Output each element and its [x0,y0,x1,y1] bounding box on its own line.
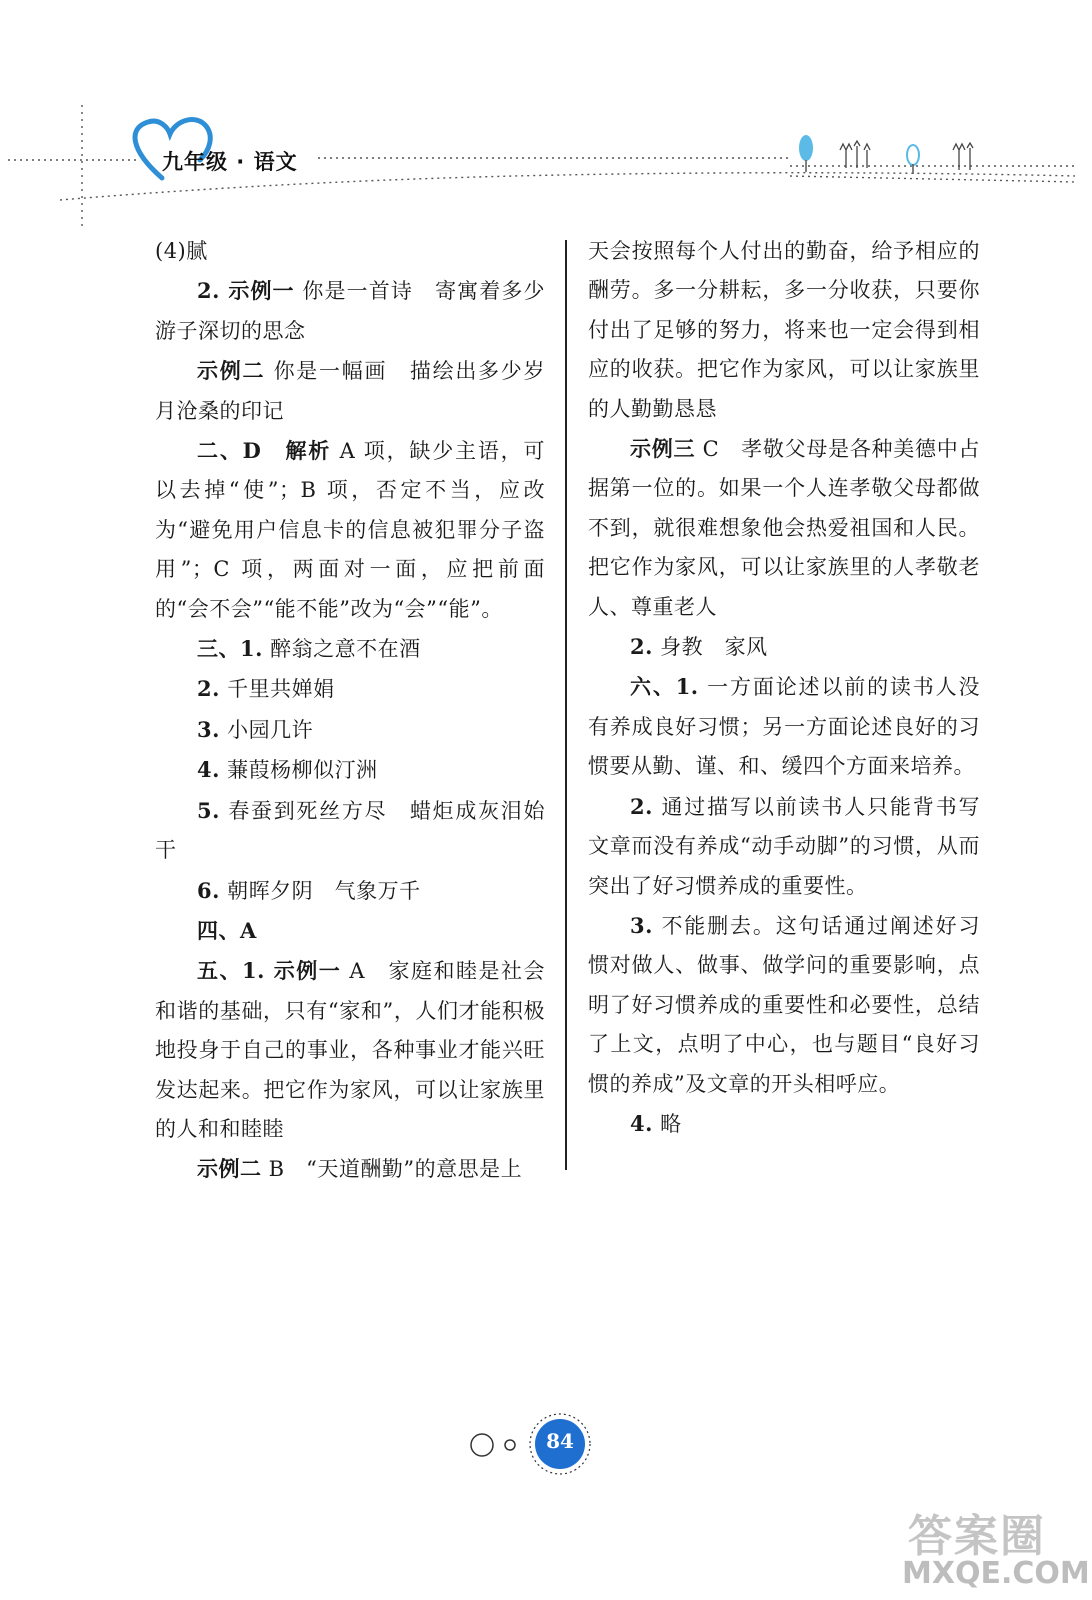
answer-label: 五、1. 示例一 [197,958,342,984]
answer-label: 2. 示例一 [197,278,295,304]
page-footer [460,1405,610,1485]
answer-label: 示例二 [197,1156,262,1182]
answer-text: 蒹葭杨柳似汀洲 [219,758,378,783]
answer-paragraph [588,667,980,786]
answer-label: 2. [630,634,653,660]
header-decoration [0,0,1092,230]
answer-text: 醉翁之意不在酒 [262,637,421,662]
answer-paragraph [155,750,545,790]
tree-icon [799,135,919,174]
watermark-url: MXQE.COM [902,1556,1090,1591]
answer-label: 六、1. [630,674,699,700]
answer-text: 小园几许 [219,717,314,742]
answer-paragraph [155,710,545,750]
answer-text: 你是一首诗 寄寓着多少游子深切的思念 [155,279,545,343]
answer-paragraph [155,351,545,431]
answer-paragraph [155,791,545,871]
answer-text: 朝晖夕阴 气象万千 [219,878,421,903]
answer-text: B “天道酬勤”的意思是上 [261,1157,523,1182]
answer-paragraph [155,271,545,351]
answer-text: (4)腻 [155,239,208,263]
answer-paragraph [588,906,980,1104]
answer-paragraph [155,871,545,911]
right-column [588,232,980,1144]
answer-paragraph [588,627,980,667]
page-badge [460,1405,610,1485]
column-divider [565,240,567,1170]
page-number: 84 [546,1429,574,1453]
watermark-mark: 答案圈 [908,1511,1046,1562]
answer-text: 略 [652,1111,682,1136]
answer-label: 2. [197,676,220,702]
answer-text: 不能删去。这句话通过阐述好习惯对做人、做事、做学问的重要影响，点明了好习惯养成的重要性和必要性，总结了上文，点明了中心，也与题目“良好习惯的养成”及文章的开头相呼应。 [588,913,980,1096]
answer-paragraph [588,232,980,429]
answer-label: 3. [630,912,653,938]
answer-paragraph [588,429,980,627]
left-column [155,232,545,1190]
answer-text: 千里共婵娟 [219,677,335,702]
answer-text: A 项，缺少主语，可以去掉“使”；B 项，否定不当，应改为“避免用户信息卡的信息被犯罪分子盗用”；C 项，两面对一面，应把前面的“会不会”“能不能”改为“会”“能”。 [155,439,545,621]
answer-label: 5. [197,797,220,823]
answer-text: A 家庭和睦是社会和谐的基础，只有“家和”，人们才能积极地投身于自己的事业，各种事业才能兴旺发达起来。把它作为家风，可以让家族里的人和和睦睦 [155,959,545,1141]
page-title: 九年级 · 语文 [162,150,298,174]
answer-text: 身教 家风 [652,635,768,660]
answer-paragraph [155,431,545,629]
answer-paragraph [155,232,545,271]
answer-label: 4. [630,1110,653,1136]
answer-paragraph [588,1104,980,1144]
answer-text: 你是一幅画 描绘出多少岁月沧桑的印记 [155,359,545,423]
answer-label: 四、A [197,917,257,943]
answer-text: 一方面论述以前的读书人没有养成良好习惯；另一方面论述良好的习惯要从勤、谨、和、缓四个方面来培养。 [588,675,980,779]
page-header [0,0,1092,230]
answer-paragraph [155,911,545,951]
answer-label: 示例二 [197,358,266,384]
answer-label: 三、1. [197,636,263,662]
answer-paragraph [588,787,980,906]
answer-label: 4. [197,757,220,783]
answer-paragraph [155,669,545,709]
answer-paragraph [155,1149,545,1189]
watermark [898,1500,1090,1595]
answer-label: 二、D 解析 [197,438,332,464]
answer-label: 示例三 [630,436,696,462]
answer-paragraph [155,951,545,1149]
answer-text: 春蚕到死丝方尽 蜡炬成灰泪始干 [155,798,545,863]
answer-paragraph [155,629,545,669]
answer-text: 通过描写以前读书人只能背书写文章而没有养成“动手动脚”的习惯，从而突出了好习惯养成的重要性。 [588,794,980,898]
answer-text: C 孝敬父母是各种美德中占据第一位的。如果一个人连孝敬父母都做不到，就很难想象他会热爱祖国和人民。把它作为家风，可以让家族里的人孝敬老人、尊重老人 [588,437,980,619]
answer-label: 2. [630,793,653,819]
answer-text: 天会按照每个人付出的勤奋，给予相应的酬劳。多一分耕耘，多一分收获，只要你付出了足够的努力，将来也一定会得到相应的收获。把它作为家风，可以让家族里的人勤勤恳恳 [588,239,980,421]
answer-label: 3. [197,716,220,742]
answer-label: 6. [197,877,220,903]
